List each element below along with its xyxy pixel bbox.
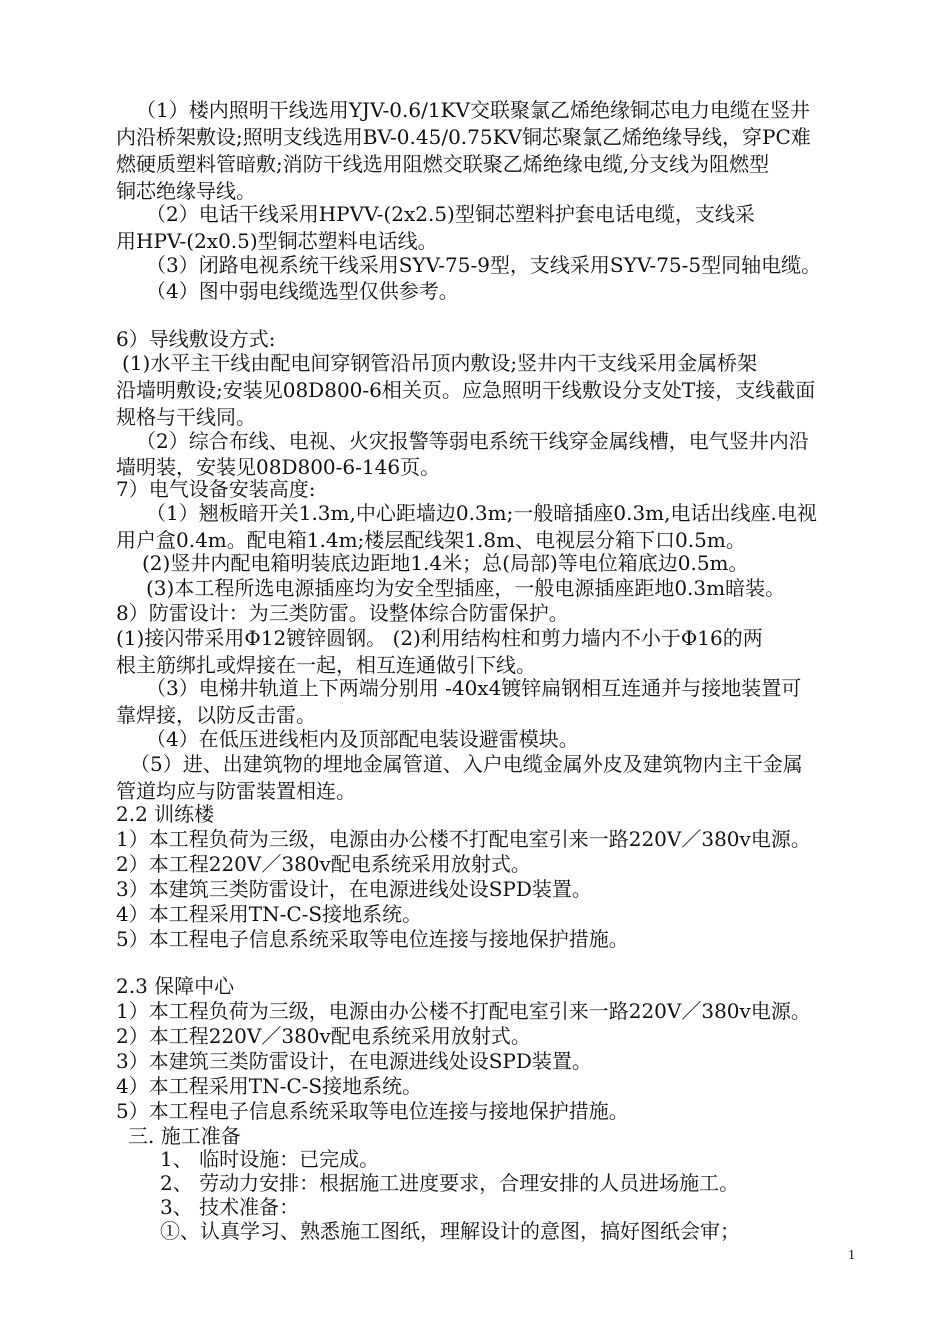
text-line: ①、认真学习、熟悉施工图纸，理解设计的意图，搞好图纸会审； [160, 1219, 740, 1243]
text-line: （1）楼内照明干线选用YJV-0.6/1KV交联聚氯乙烯绝缘铜芯电力电缆在竖井 [136, 98, 810, 122]
text-line: 1）本工程负荷为三级，电源由办公楼不打配电室引来一路220V／380v电源。 [116, 827, 811, 851]
text-line: （1）翘板暗开关1.3m,中心距墙边0.3m;一般暗插座0.3m,电话出线座.电视 [146, 501, 817, 525]
text-line: 2）本工程220V／380v配电系统采用放射式。 [116, 1024, 531, 1048]
text-line: (1)接闪带采用Φ12镀锌圆钢。 (2)利用结构柱和剪力墙内不小于Φ16的两 [116, 626, 763, 650]
text-line: 4）本工程采用TN-C-S接地系统。 [116, 902, 423, 926]
text-line: (1)水平主干线由配电间穿钢管沿吊顶内敷设;竖井内干支线采用金属桥架 [122, 351, 758, 375]
text-line: 3）本建筑三类防雷设计，在电源进线处设SPD装置。 [116, 877, 592, 901]
text-line: 铜芯绝缘导线。 [116, 179, 256, 203]
text-line: (2)竖井内配电箱明装底边距地1.4米；总(局部)等电位箱底边0.5m。 [142, 551, 749, 575]
text-line: 2.3 保障中心 [116, 974, 235, 998]
text-line: （3）电梯井轨道上下两端分别用 -40x4镀锌扁钢相互连通并与接地装置可 [146, 676, 802, 700]
text-line: 3）本建筑三类防雷设计，在电源进线处设SPD装置。 [116, 1049, 592, 1073]
text-line: 靠焊接，以防反击雷。 [116, 703, 316, 727]
page-number: 1 [848, 1248, 855, 1263]
text-line: （2）综合布线、电视、火灾报警等弱电系统干线穿金属线槽，电气竖井内沿 [136, 429, 809, 453]
text-line: 沿墙明敷设;安装见08D800-6相关页。应急照明干线敷设分支处T接，支线截面 [116, 378, 816, 402]
text-line: 用HPV-(2x0.5)型铜芯塑料电话线。 [116, 229, 438, 253]
text-line: 墙明装，安装见08D800-6-146页。 [116, 455, 441, 479]
text-line: 1）本工程负荷为三级，电源由办公楼不打配电室引来一路220V／380v电源。 [116, 999, 811, 1023]
text-line: 规格与干线同。 [116, 405, 256, 429]
text-line: 3、 技术准备： [160, 1195, 300, 1219]
text-line: （3）闭路电视系统干线采用SYV-75-9型，支线采用SYV-75-5型同轴电缆。 [146, 253, 822, 277]
text-line: 4）本工程采用TN-C-S接地系统。 [116, 1074, 423, 1098]
text-line: （4）在低压进线柜内及顶部配电装设避雷模块。 [146, 727, 579, 751]
text-line: 燃硬质塑料管暗敷;消防干线选用阻燃交联聚乙烯绝缘电缆,分支线为阻燃型 [116, 152, 770, 176]
text-line: （5）进、出建筑物的埋地金属管道、入户电缆金属外皮及建筑物内主干金属 [130, 752, 803, 776]
text-line: 管道均应与防雷装置相连。 [116, 779, 356, 803]
text-line: 三. 施工准备 [128, 1124, 241, 1148]
text-line: 2）本工程220V／380v配电系统采用放射式。 [116, 852, 531, 876]
text-line: 用户盒0.4m。配电箱1.4m;楼层配线架1.8m、电视层分箱下口0.5m。 [116, 528, 746, 552]
text-line: 6）导线敷设方式: [116, 327, 276, 351]
text-line: 2.2 训练楼 [116, 802, 215, 826]
text-line: 5）本工程电子信息系统采取等电位连接与接地保护措施。 [116, 1099, 629, 1123]
text-line: 内沿桥架敷设;照明支线选用BV-0.45/0.75KV铜芯聚氯乙烯绝缘导线，穿PC难 [116, 125, 811, 149]
text-line: 5）本工程电子信息系统采取等电位连接与接地保护措施。 [116, 927, 629, 951]
text-line: （4）图中弱电线缆选型仅供参考。 [146, 279, 459, 303]
text-line: 8）防雷设计：为三类防雷。设整体综合防雷保护。 [116, 601, 569, 625]
text-line: (3)本工程所选电源插座均为安全型插座，一般电源插座距地0.3m暗装。 [146, 576, 786, 600]
text-line: （2）电话干线采用HPVV-(2x2.5)型铜芯塑料护套电话电缆，支线采 [146, 202, 755, 226]
text-line: 2、 劳动力安排：根据施工进度要求，合理安排的人员进场施工。 [160, 1171, 740, 1195]
text-line: 根主筋绑扎或焊接在一起，相互连通做引下线。 [116, 653, 536, 677]
text-line: 1、 临时设施：已完成。 [160, 1147, 380, 1171]
text-line: 7）电气设备安装高度: [116, 477, 316, 501]
